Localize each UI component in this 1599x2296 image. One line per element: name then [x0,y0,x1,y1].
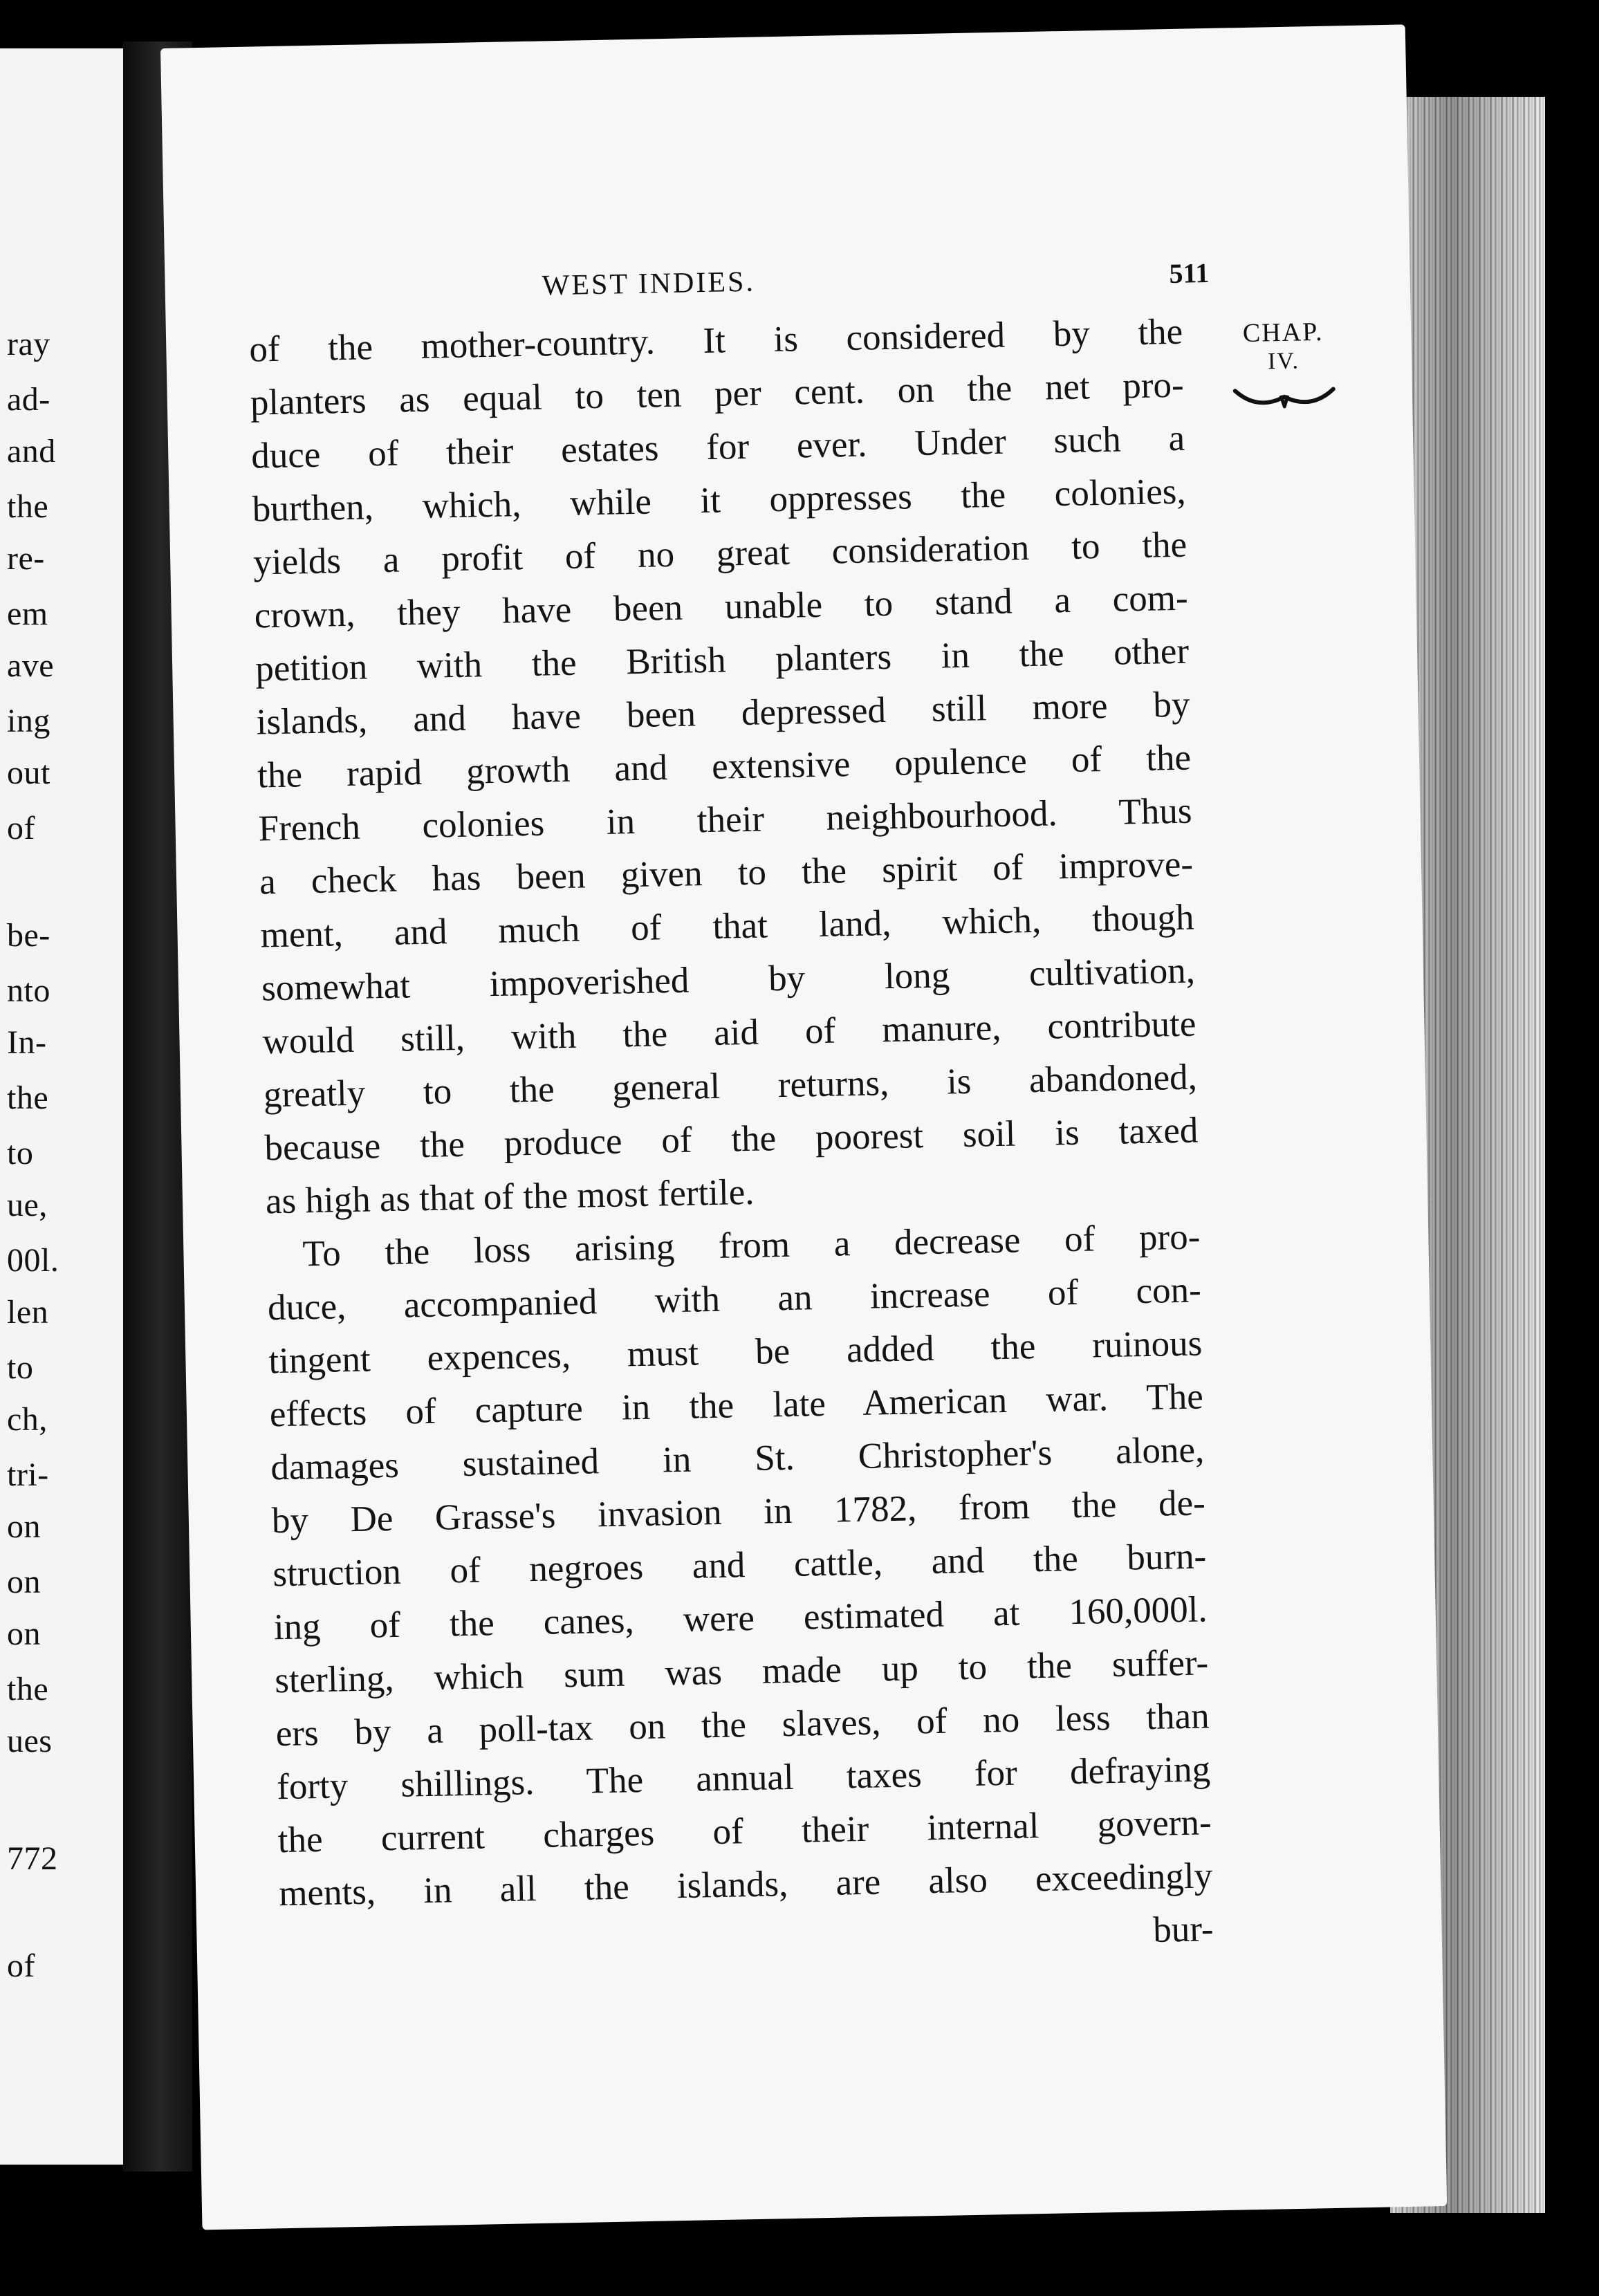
left-page-fragment: out [7,754,50,791]
text-line: forty shillings. The annual taxes for defraying [276,1749,1211,1808]
left-page-fragment: tri- [7,1456,49,1493]
chapter-number: IV. [1267,348,1300,375]
text-line: greatly to the general returns, is abandoned, [263,1057,1198,1115]
text-line: ing of the canes, were estimated at 160,000l. [273,1589,1208,1648]
left-page-fragment: the [7,1080,49,1116]
text-line: by De Grasse's invasion in 1782, from the de- [271,1483,1206,1542]
text-line: burthen, which, while it oppresses the colonies, [252,471,1187,530]
left-page-fragment: to [7,1349,34,1386]
text-line: tingent expences, must be added the ruinous [268,1323,1203,1382]
left-page-fragment: 772 [7,1840,58,1877]
body-text [249,306,1214,1974]
book-page [160,24,1447,2230]
left-page-fragment: ad- [7,381,50,418]
text-line: planters as equal to ten per cent. on the net pro- [250,364,1185,423]
text-line: of the mother-country. It is considered by the [248,311,1183,370]
text-line: yields a profit of no great consideration to the [252,524,1187,583]
text-line: the rapid growth and extensive opulence of the [257,737,1192,796]
text-line: because the produce of the poorest soil is taxed [264,1110,1199,1169]
left-page-fragment: of [7,810,35,846]
left-page-fragment: ing [7,703,50,739]
text-line: French colonies in their neighbourhood. Thus [258,790,1192,849]
left-page-fragment: nto [7,972,50,1009]
text-line: damages sustained in St. Christopher's alone, [270,1429,1205,1488]
left-page-fragment: on [7,1508,41,1545]
running-title: WEST INDIES. [542,266,756,302]
left-page-fragment: len [7,1294,49,1331]
left-page-fragment: ave [7,647,55,684]
text-line: as high as that of the most fertile. [265,1172,755,1222]
text-line: duce of their estates for ever. Under such a [250,418,1185,476]
left-page-fragment: be- [7,917,50,954]
left-page-fragment: ch, [7,1401,48,1438]
left-page-fragment: on [7,1564,41,1600]
chapter-ornament-icon [1232,382,1337,411]
left-page-fragment: em [7,595,48,632]
left-page-fragment: on [7,1615,41,1652]
text-line: islands, and have been depressed still more by [256,684,1191,743]
text-line: effects of capture in the late American war. The [269,1376,1204,1435]
text-line: crown, they have been unable to stand a com- [254,577,1189,636]
text-line: To the loss arising from a decrease of pro- [302,1216,1201,1275]
left-page-fragment: ues [7,1723,53,1759]
left-page-fragment: to [7,1135,34,1172]
page-number: 511 [1169,257,1210,290]
text-line: a check has been given to the spirit of improve- [259,844,1194,902]
left-page-fragment: ue, [7,1187,48,1223]
text-line: petition with the British planters in the other [255,631,1190,689]
text-line: ments, in all the islands, are also exceedingly [278,1855,1213,1914]
text-line: ment, and much of that land, which, though [260,897,1194,956]
text-line: would still, with the aid of manure, contribute [262,1003,1196,1062]
left-page-fragment: re- [7,540,45,577]
left-page-fragment: In- [7,1024,47,1061]
left-page-fragment: 00l. [7,1242,59,1279]
text-line: ers by a poll-tax on the slaves, of no less than [275,1696,1210,1755]
left-page-fragment: of [7,1947,35,1984]
catchword: bur- [1152,1909,1214,1950]
text-line: somewhat impoverished by long cultivation, [261,950,1196,1009]
left-page-fragment: the [7,1671,49,1707]
facing-left-page [0,48,127,2165]
text-line: the current charges of their internal govern- [277,1802,1212,1861]
text-line: sterling, which sum was made up to the suffer- [274,1642,1209,1701]
chapter-label: CHAP. [1242,317,1324,349]
text-line: struction of negroes and cattle, and the burn- [272,1536,1207,1595]
left-page-fragment: and [7,433,56,470]
text-line: duce, accompanied with an increase of con- [267,1270,1202,1328]
left-page-fragment: the [7,488,49,525]
left-page-fragment: ray [7,326,50,362]
